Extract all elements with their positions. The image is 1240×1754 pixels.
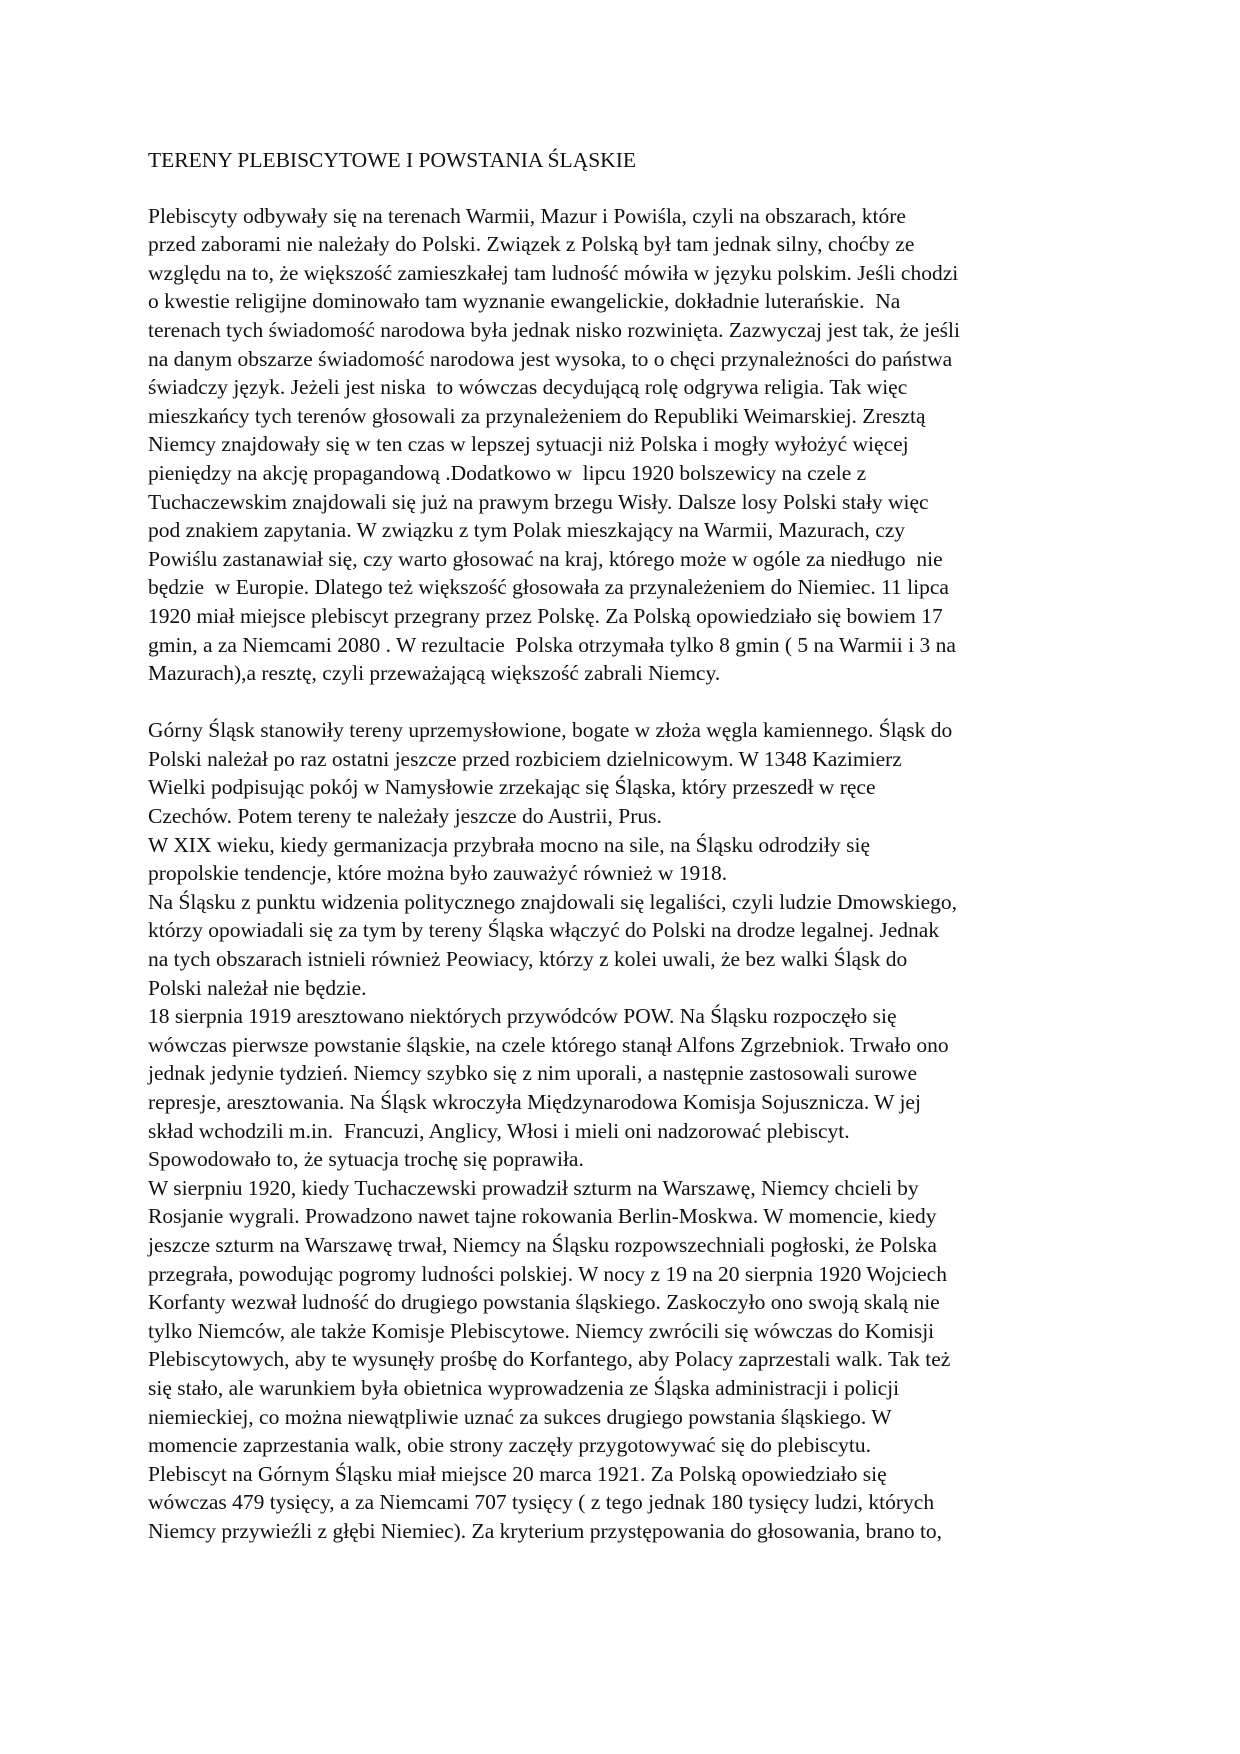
text-line: skład wchodzili m.in. Francuzi, Anglicy, Włosi i mieli oni nadzorować plebiscyt. (148, 1118, 850, 1143)
text-line: którzy opowiadali się za tym by tereny Śląska włączyć do Polski na drodze legalnej. Jednak (148, 918, 940, 943)
text-line: pod znakiem zapytania. W związku z tym Polak mieszkający na Warmii, Mazurach, czy (148, 518, 906, 543)
text-line: mieszkańcy tych terenów głosowali za przynależeniem do Republiki Weimarskiej. Zresztą (148, 403, 926, 428)
text-line: Górny Śląsk stanowiły tereny uprzemysłowione, bogate w złoża węgla kamiennego. Śląsk do (148, 718, 953, 743)
text-line: Plebiscyt na Górnym Śląsku miał miejsce 20 marca 1921. Za Polską opowiedziało się (148, 1461, 887, 1486)
text-line: Spowodowało to, że sytuacja trochę się poprawiła. (148, 1147, 584, 1172)
paragraph (148, 716, 1098, 1545)
paragraph-gap (148, 688, 1098, 717)
text-line: przegrała, powodując pogromy ludności polskiej. W nocy z 19 na 20 sierpnia 1920 Wojciech (148, 1261, 947, 1286)
text-line: Na Śląsku z punktu widzenia politycznego znajdowali się legaliści, czyli ludzie Dmowskiego, (148, 889, 958, 914)
text-line: Korfanty wezwał ludność do drugiego powstania śląskiego. Zaskoczyło ono swoją skalą nie (148, 1290, 940, 1315)
text-line: świadczy język. Jeżeli jest niska to wówczas decydującą rolę odgrywa religia. Tak więc (148, 375, 908, 400)
text-line: względu na to, że większość zamieszkałej tam ludność mówiła w języku polskim. Jeśli chodzi (148, 260, 959, 285)
text-line: pieniędzy na akcję propagandową .Dodatkowo w lipcu 1920 bolszewicy na czele z (148, 460, 867, 485)
text-line: W sierpniu 1920, kiedy Tuchaczewski prowadził szturm na Warszawę, Niemcy chcieli by (148, 1175, 919, 1200)
text-line: się stało, ale warunkiem była obietnica wyprowadzenia ze Śląska administracji i policji (148, 1375, 900, 1400)
text-line: niemieckiej, co można niewątpliwie uznać za sukces drugiego powstania śląskiego. W (148, 1404, 892, 1429)
text-line: Plebiscyty odbywały się na terenach Warmii, Mazur i Powiśla, czyli na obszarach, które (148, 203, 906, 228)
text-line: Wielki podpisując pokój w Namysłowie zrzekając się Śląska, który przeszedł w ręce (148, 775, 876, 800)
text-line: wówczas 479 tysięcy, a za Niemcami 707 tysięcy ( z tego jednak 180 tysięcy ludzi, których (148, 1490, 935, 1515)
text-line: Polski należał nie będzie. (148, 975, 367, 1000)
paragraph (148, 202, 1098, 688)
text-line: represje, aresztowania. Na Śląsk wkroczyła Międzynarodowa Komisja Sojusznicza. W jej (148, 1090, 921, 1114)
document-body (148, 202, 1098, 1546)
text-line: jednak jedynie tydzień. Niemcy szybko się z nim uporali, a następnie zastosowali surowe (148, 1061, 918, 1086)
text-line: wówczas pierwsze powstanie śląskie, na czele którego stanął Alfons Zgrzebniok. Trwało ono (148, 1032, 949, 1057)
text-line: będzie w Europie. Dlatego też większość głosowała za przynależeniem do Niemiec. 11 lipca (148, 575, 949, 600)
text-line: Powiślu zastanawiał się, czy warto głosować na kraj, którego może w ogóle za niedługo nie (148, 546, 943, 571)
text-line: Niemcy przywieźli z głębi Niemiec). Za kryterium przystępowania do głosowania, brano to, (148, 1518, 943, 1543)
text-line: momencie zaprzestania walk, obie strony zaczęły przygotowywać się do plebiscytu. (148, 1433, 871, 1458)
text-line: Mazurach),a resztę, czyli przeważającą większość zabrali Niemcy. (148, 661, 721, 686)
text-line: terenach tych świadomość narodowa była jednak nisko rozwinięta. Zazwyczaj jest tak, że jeśli (148, 317, 960, 342)
text-line: tylko Niemców, ale także Komisje Plebiscytowe. Niemcy zwrócili się wówczas do Komisji (148, 1318, 935, 1343)
text-line: propolskie tendencje, które można było zauważyć również w 1918. (148, 861, 728, 886)
text-line: Rosjanie wygrali. Prowadzono nawet tajne rokowania Berlin-Moskwa. W momencie, kiedy (148, 1204, 937, 1229)
text-line: Tuchaczewskim znajdowali się już na prawym brzegu Wisły. Dalsze losy Polski stały więc (148, 489, 929, 514)
text-line: jeszcze szturm na Warszawę trwał, Niemcy na Śląsku rozpowszechniali pogłoski, że Polska (148, 1232, 937, 1257)
text-line: na danym obszarze świadomość narodowa jest wysoka, to o chęci przynależności do państwa (148, 346, 953, 371)
text-line: przed zaborami nie należały do Polski. Związek z Polską był tam jednak silny, choćby ze (148, 232, 915, 257)
document-page (148, 146, 1098, 1546)
text-line: o kwestie religijne dominowało tam wyznanie ewangelickie, dokładnie luterańskie. Na (148, 289, 901, 314)
text-line: Polski należał po raz ostatni jeszcze przed rozbiciem dzielnicowym. W 1348 Kazimierz (148, 746, 902, 771)
text-line: 1920 miał miejsce plebiscyt przegrany przez Polskę. Za Polską opowiedziało się bowiem 17 (148, 603, 943, 628)
text-line: W XIX wieku, kiedy germanizacja przybrała mocno na sile, na Śląsku odrodziły się (148, 832, 871, 857)
text-line: na tych obszarach istnieli również Peowiacy, którzy z kolei uwali, że bez walki Śląsk do (148, 947, 908, 972)
text-line: Plebiscytowych, aby te wysunęły prośbę do Korfantego, aby Polacy zaprzestali walk. Tak też (148, 1347, 951, 1372)
document-title: TERENY PLEBISCYTOWE I POWSTANIA ŚLĄSKIE (148, 148, 636, 172)
text-line: 18 sierpnia 1919 aresztowano niektórych przywódców POW. Na Śląsku rozpoczęło się (148, 1004, 897, 1029)
text-line: Niemcy znajdowały się w ten czas w lepszej sytuacji niż Polska i mogły wyłożyć więcej (148, 432, 909, 457)
text-line: Czechów. Potem tereny te należały jeszcze do Austrii, Prus. (148, 804, 662, 829)
text-line: gmin, a za Niemcami 2080 . W rezultacie Polska otrzymała tylko 8 gmin ( 5 na Warmii i 3 na (148, 632, 956, 657)
